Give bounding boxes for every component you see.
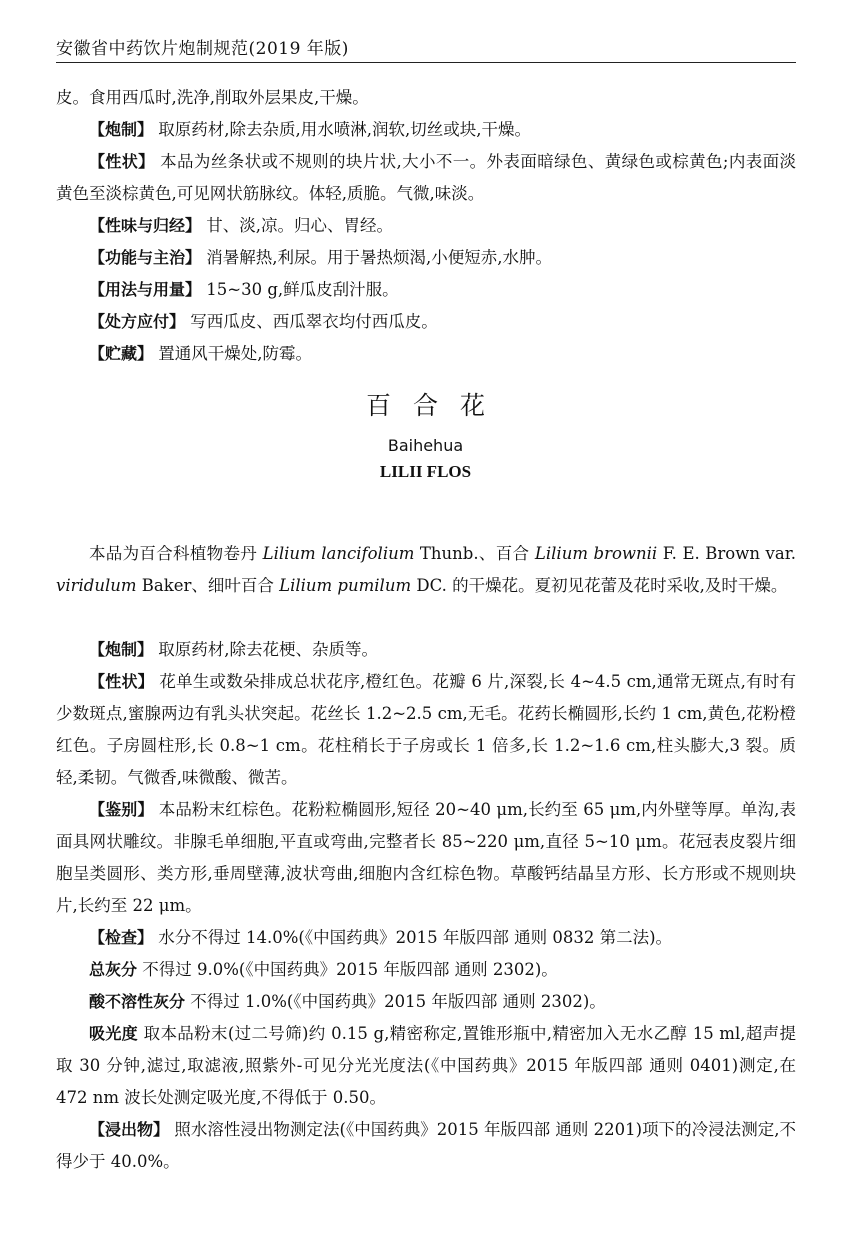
intro-text: Baker、细叶百合 <box>136 576 280 595</box>
section-label: 【贮藏】 <box>89 344 154 363</box>
section-text: 水分不得过 14.0%(《中国药典》2015 年版四部 通则 0832 第二法)。 <box>158 928 673 947</box>
xiguang-section <box>56 1018 796 1114</box>
prev-gongneng <box>56 242 796 274</box>
paozhi-section <box>56 634 796 666</box>
species-name: Lilium brownii <box>534 544 658 563</box>
prev-paozhi <box>56 114 796 146</box>
section-label: 【用法与用量】 <box>89 280 202 299</box>
species-name: Lilium lancifolium <box>262 544 415 563</box>
huifen-section <box>56 954 796 986</box>
xingzhuang-section <box>56 666 796 794</box>
section-text: 甘、淡,凉。归心、胃经。 <box>206 216 394 235</box>
prev-entry-continuation: 皮。食用西瓜时,洗净,削取外层果皮,干燥。 <box>56 88 369 107</box>
section-text: 写西瓜皮、西瓜翠衣均付西瓜皮。 <box>190 312 438 331</box>
section-label: 酸不溶性灰分 <box>89 992 186 1011</box>
intro-text: DC. 的干燥花。夏初见花蕾及花时采收,及时干燥。 <box>411 576 788 595</box>
jianbie-section <box>56 794 796 922</box>
section-text: 本品粉末红棕色。花粉粒椭圆形,短径 20~40 μm,长约至 65 μm,内外壁等厚。单沟,表面具网状雕纹。非腺毛单细胞,平直或弯曲,完整者长 85~220 μm,直径 5~10 μm。花冠表皮裂片细胞呈类圆形、类方形,垂周壁薄,波状弯曲,细胞内含红棕色物。草酸钙结晶呈方形、长方形或不规则块片,长约至 22 μm。 <box>56 800 796 915</box>
section-text: 消暑解热,利尿。用于暑热烦渴,小便短赤,水肿。 <box>206 248 553 267</box>
section-text: 花单生或数朵排成总状花序,橙红色。花瓣 6 片,深裂,长 4~4.5 cm,通常无斑点,有时有少数斑点,蜜腺两边有乳头状突起。花丝长 1.2~2.5 cm,无毛。花药长椭圆形,长约 1 cm,黄色,花粉橙红色。子房圆柱形,长 0.8~1 cm。花柱稍长于子房或长 1 倍多,长 1.2~1.6 cm,柱头膨大,3 裂。质轻,柔韧。气微香,味微酸、微苦。 <box>56 672 796 787</box>
section-label: 【浸出物】 <box>89 1120 170 1139</box>
entry-intro <box>56 538 796 602</box>
section-label: 【性味与归经】 <box>89 216 202 235</box>
section-text: 本品为丝条状或不规则的块片状,大小不一。外表面暗绿色、黄绿色或棕黄色;内表面淡黄色至淡棕黄色,可见网状筋脉纹。体轻,质脆。气微,味淡。 <box>56 152 796 203</box>
jinchu-section <box>56 1114 796 1178</box>
section-text: 取原药材,除去杂质,用水喷淋,润软,切丝或块,干燥。 <box>158 120 531 139</box>
header-rule <box>56 62 796 63</box>
section-text: 不得过 9.0%(《中国药典》2015 年版四部 通则 2302)。 <box>142 960 558 979</box>
entry-pinyin: Baihehua <box>387 436 464 455</box>
prev-zhucang <box>56 338 796 370</box>
section-label: 【炮制】 <box>89 640 154 659</box>
section-text: 15~30 g,鲜瓜皮刮汁服。 <box>206 280 399 299</box>
prev-yongfa <box>56 274 796 306</box>
intro-text: 本品为百合科植物卷丹 <box>89 544 263 563</box>
section-text: 取本品粉末(过二号筛)约 0.15 g,精密称定,置锥形瓶中,精密加入无水乙醇 15 ml,超声提取 30 分钟,滤过,取滤液,照紫外-可见分光光度法(《中国药典》2015 年版四部 通则 0401)测定,在 472 nm 波长处测定吸光度,不得低于 0.50。 <box>56 1024 796 1107</box>
section-label: 【性状】 <box>89 672 154 691</box>
section-label: 【炮制】 <box>89 120 154 139</box>
section-label: 【检查】 <box>89 928 154 947</box>
suanbu-section <box>56 986 796 1018</box>
section-label: 【处方应付】 <box>89 312 186 331</box>
section-text: 不得过 1.0%(《中国药典》2015 年版四部 通则 2302)。 <box>190 992 606 1011</box>
jiancha-section <box>56 922 796 954</box>
intro-text: F. E. Brown var. <box>657 544 797 563</box>
section-label: 【鉴别】 <box>89 800 154 819</box>
prev-xingzhuang <box>56 146 796 210</box>
section-label: 吸光度 <box>89 1024 139 1043</box>
intro-text: Thunb.、百合 <box>414 544 535 563</box>
section-label: 总灰分 <box>89 960 138 979</box>
species-name: viridulum <box>56 576 137 595</box>
section-label: 【功能与主治】 <box>89 248 202 267</box>
running-header: 安徽省中药饮片炮制规范(2019 年版) <box>56 39 349 59</box>
section-text: 取原药材,除去花梗、杂质等。 <box>158 640 379 659</box>
section-text: 照水溶性浸出物测定法(《中国药典》2015 年版四部 通则 2201)项下的冷浸法测定,不得少于 40.0%。 <box>56 1120 796 1171</box>
prev-chufang <box>56 306 796 338</box>
entry-title: 百合花 <box>365 391 507 420</box>
section-label: 【性状】 <box>89 152 155 171</box>
entry-latin-name: LILII FLOS <box>379 462 472 481</box>
prev-xingwei <box>56 210 796 242</box>
section-text: 置通风干燥处,防霉。 <box>158 344 313 363</box>
species-name: Lilium pumilum <box>279 576 412 595</box>
